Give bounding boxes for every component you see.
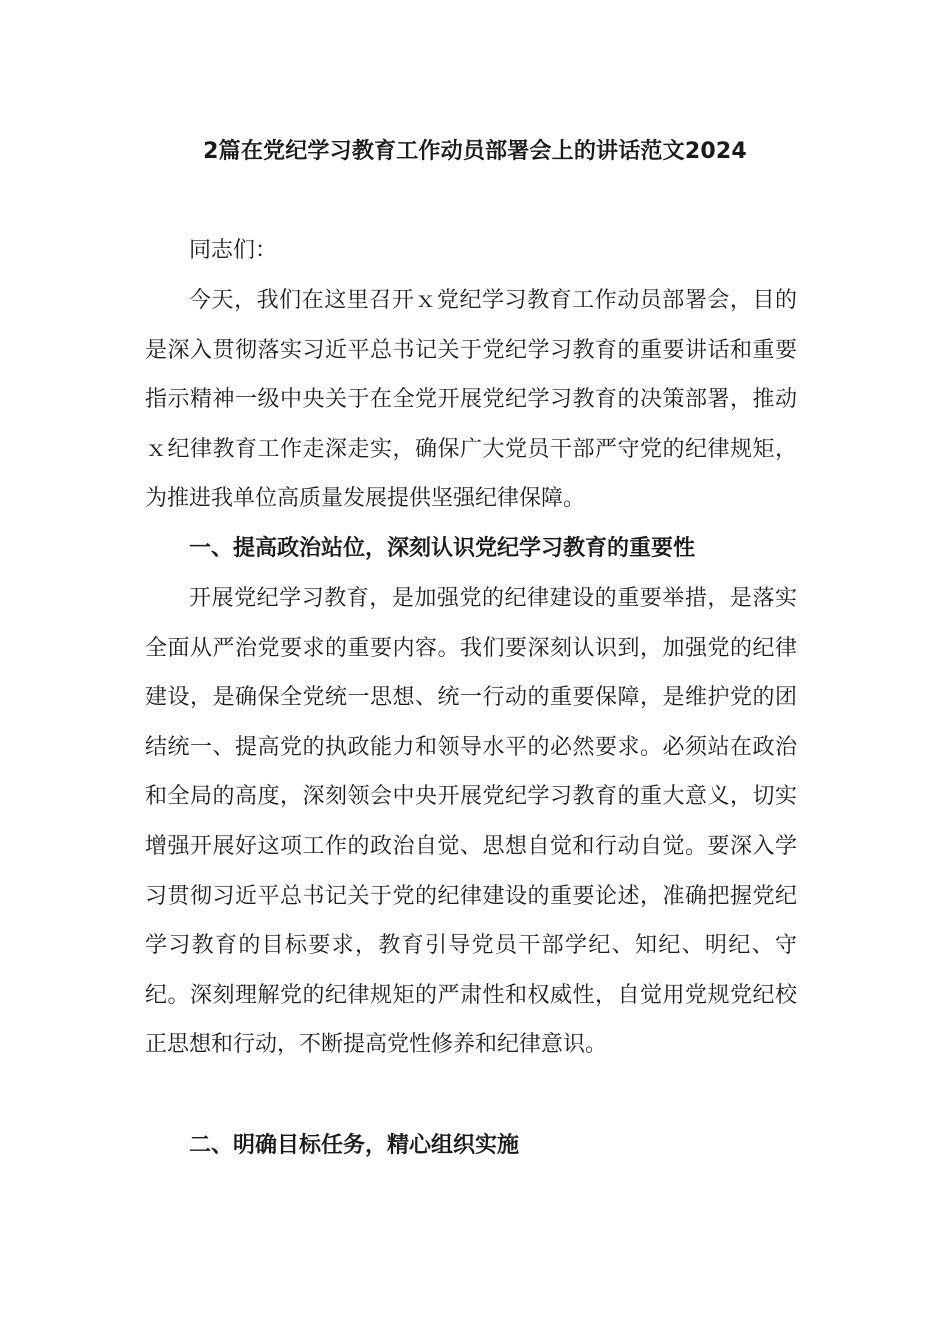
greeting-paragraph: 同志们： (189, 238, 278, 263)
section-two-heading: 二、明确目标任务，精心组织实施 (189, 1133, 520, 1158)
intro-paragraph: 今天，我们在这里召开ｘ党纪学习教育工作动员部署会，目的是深入贯彻落实习近平总书记关于党纪学习教育的重要讲话和重要指示精神一级中央关于在全党开展党纪学习教育的决策部署，推动ｘ纪律教育工作走深走实，确保广大党员干部严守党的纪律规矩，为推进我单位高质量发展提供坚强纪律保障。 (145, 288, 797, 512)
section-one-body: 开展党纪学习教育，是加强党的纪律建设的重要举措，是落实全面从严治党要求的重要内容。我们要深刻认识到，加强党的纪律建设，是确保全党统一思想、统一行动的重要保障，是维护党的团结统一、提高党的执政能力和领导水平的必然要求。必须站在政治和全局的高度，深刻领会中央开展党纪学习教育的重大意义，切实增强开展好这项工作的政治自觉、思想自觉和行动自觉。要深入学习贯彻习近平总书记关于党的纪律建设的重要论述，准确把握党纪学习教育的目标要求，教育引导党员干部学纪、知纪、明纪、守纪。深刻理解党的纪律规矩的严肃性和权威性，自觉用党规党纪校正思想和行动，不断提高党性修养和纪律意识。 (145, 586, 797, 1058)
section-one-heading: 一、提高政治站位，深刻认识党纪学习教育的重要性 (189, 536, 696, 561)
document-title: 2篇在党纪学习教育工作动员部署会上的讲话范文2024 (203, 139, 747, 164)
